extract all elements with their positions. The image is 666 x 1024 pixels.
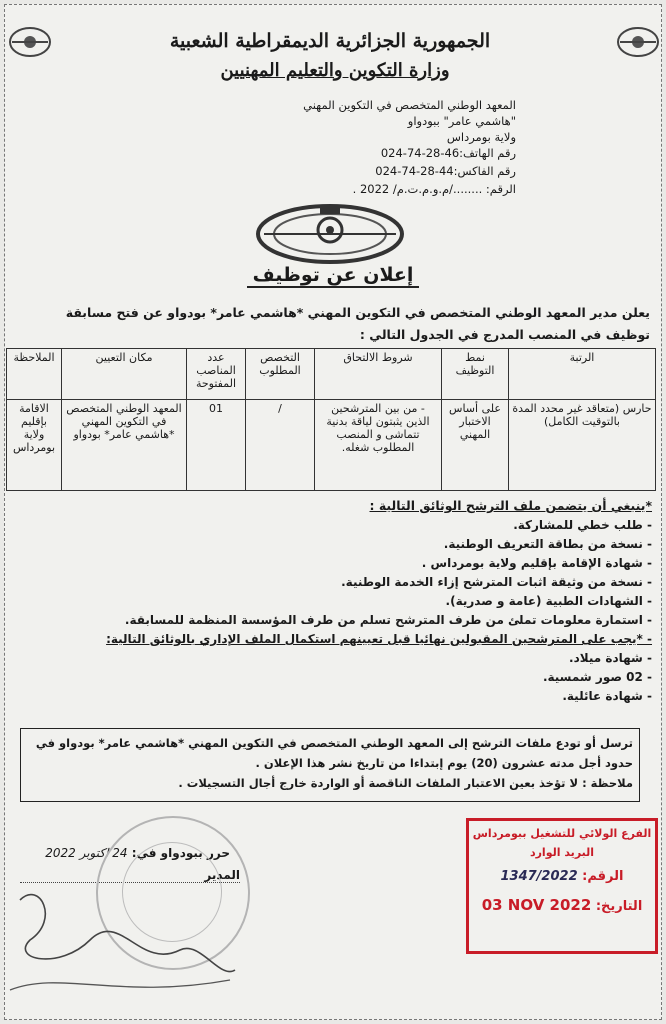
fax-number: 024-74-28-44 <box>375 164 454 178</box>
stamp-agency: الفرع الولائي للتشغيل ببومرداس <box>472 827 652 840</box>
ministry-title: وزارة التكوين والتعليم المهنيين <box>220 60 450 81</box>
phone-number: 024-74-28-46 <box>380 146 460 160</box>
column-header: نمط التوظيف <box>442 349 509 400</box>
stamp-date: 03 NOV 2022 <box>481 896 592 914</box>
column-header: الرتبة <box>509 349 656 400</box>
table-row <box>7 400 656 491</box>
column-header: الملاحظة <box>7 349 62 400</box>
file-requirements-title: *ينبغي أن يتضمن ملف الترشح الوثائق التالية : <box>369 498 652 513</box>
final-requirements-title: - *يجب على المترشحين المقبولين نهائيا قبل تعيينهم استكمال الملف الإداري بالوثائق التالية: <box>106 632 652 646</box>
table-cell: 01 <box>187 400 246 491</box>
signature-icon <box>0 880 240 1010</box>
file-requirements-list <box>92 516 652 706</box>
list-item: - شهادة ميلاد. <box>569 651 652 665</box>
table-cell: الاقامة بإقليم ولاية بومرداس <box>7 400 62 491</box>
institute-name: المعهد الوطني المتخصص في التكوين المهني <box>303 98 516 112</box>
handwritten-date: 24 اكتوبر 2022 <box>45 846 128 860</box>
positions-table <box>6 348 656 491</box>
fax-line: رقم الفاكس:024-74-28-44 <box>375 164 516 178</box>
institute-wilaya: ولاية بومرداس <box>446 130 516 144</box>
stamp-ref-line: الرقم: 1347/2022 <box>500 869 624 884</box>
table-cell: حارس (متعاقد غير محدد المدة بالتوقيت الكامل) <box>509 400 656 491</box>
director-label: المدير <box>20 868 240 883</box>
emblem-icon <box>616 24 660 60</box>
phone-line: رقم الهاتف:024-74-28-46 <box>380 146 516 160</box>
list-item: - شهادة الإقامة بإقليم ولاية بومرداس . <box>421 556 652 570</box>
republic-title: الجمهورية الجزائرية الديمقراطية الشعبية <box>169 30 491 52</box>
stamp-date-line: التاريخ: 03 NOV 2022 <box>481 896 643 914</box>
stamp-mail-label: البريد الوارد <box>529 846 595 859</box>
table-cell: المعهد الوطني المتخصص في التكوين المهني *هاشمي عامر* بودواو <box>62 400 187 491</box>
list-item: - استمارة معلومات تملئ من طرف المترشح تسلم من طرف المؤسسة المنظمة للمسابقة. <box>124 613 652 627</box>
list-item: - طلب خطي للمشاركة. <box>513 518 652 532</box>
column-header: مكان التعيين <box>62 349 187 400</box>
table-header-row <box>7 349 656 400</box>
note: ملاحظة : لا تؤخذ بعين الاعتبار الملفات الناقصة أو الواردة خارج أجال التسجيلات . <box>178 776 633 790</box>
table-cell: على أساس الاختبار المهني <box>442 400 509 491</box>
table-cell: - من بين المترشحين الذين يثبتون لياقة بدنية تتماشى و المنصب المطلوب شغله. <box>315 400 442 491</box>
list-item: - الشهادات الطبية (عامة و صدرية). <box>445 594 652 608</box>
list-item: - نسخة من بطاقة التعريف الوطنية. <box>443 537 652 551</box>
received-stamp <box>466 818 658 954</box>
signature-place: حرر ببودواو في: 24 اكتوبر 2022 <box>45 846 230 860</box>
column-header: التخصص المطلوب <box>246 349 315 400</box>
submission-notice: ترسل أو تودع ملفات الترشح إلى المعهد الوطني المتخصص في التكوين المهني *هاشمي عامر* بودواو في حدود أجل مدته عشرون (20) يوم إبتداءا من تاريخ نشر هذا الإعلان . <box>35 736 633 770</box>
list-item: - شهادة عائلية. <box>562 689 652 703</box>
table-cell: / <box>246 400 315 491</box>
institute-short: "هاشمي عامر" ببودواو <box>407 114 516 128</box>
announcement-intro: يعلن مدير المعهد الوطني المتخصص في التكوين المهني *هاشمي عامر* بودواو عن فتح مسابقة توظيف في المنصب المدرج في الجدول التالي : <box>65 305 650 342</box>
emblem-icon <box>8 24 52 60</box>
stamp-ref: 1347/2022 <box>500 869 578 884</box>
column-header: شروط الالتحاق <box>315 349 442 400</box>
list-item: - 02 صور شمسية. <box>542 670 652 684</box>
submission-notice-box <box>20 728 640 802</box>
reference-line: الرقم: ......../م.و.م.ت.م/ 2022 . <box>352 182 516 196</box>
announcement-title: إعلان عن توظيف <box>0 264 666 286</box>
list-item: - نسخة من وثيقة اثبات المترشح إزاء الخدمة الوطنية. <box>341 575 652 589</box>
column-header: عدد المناصب المفتوحة <box>187 349 246 400</box>
institute-logo-icon <box>250 196 410 266</box>
